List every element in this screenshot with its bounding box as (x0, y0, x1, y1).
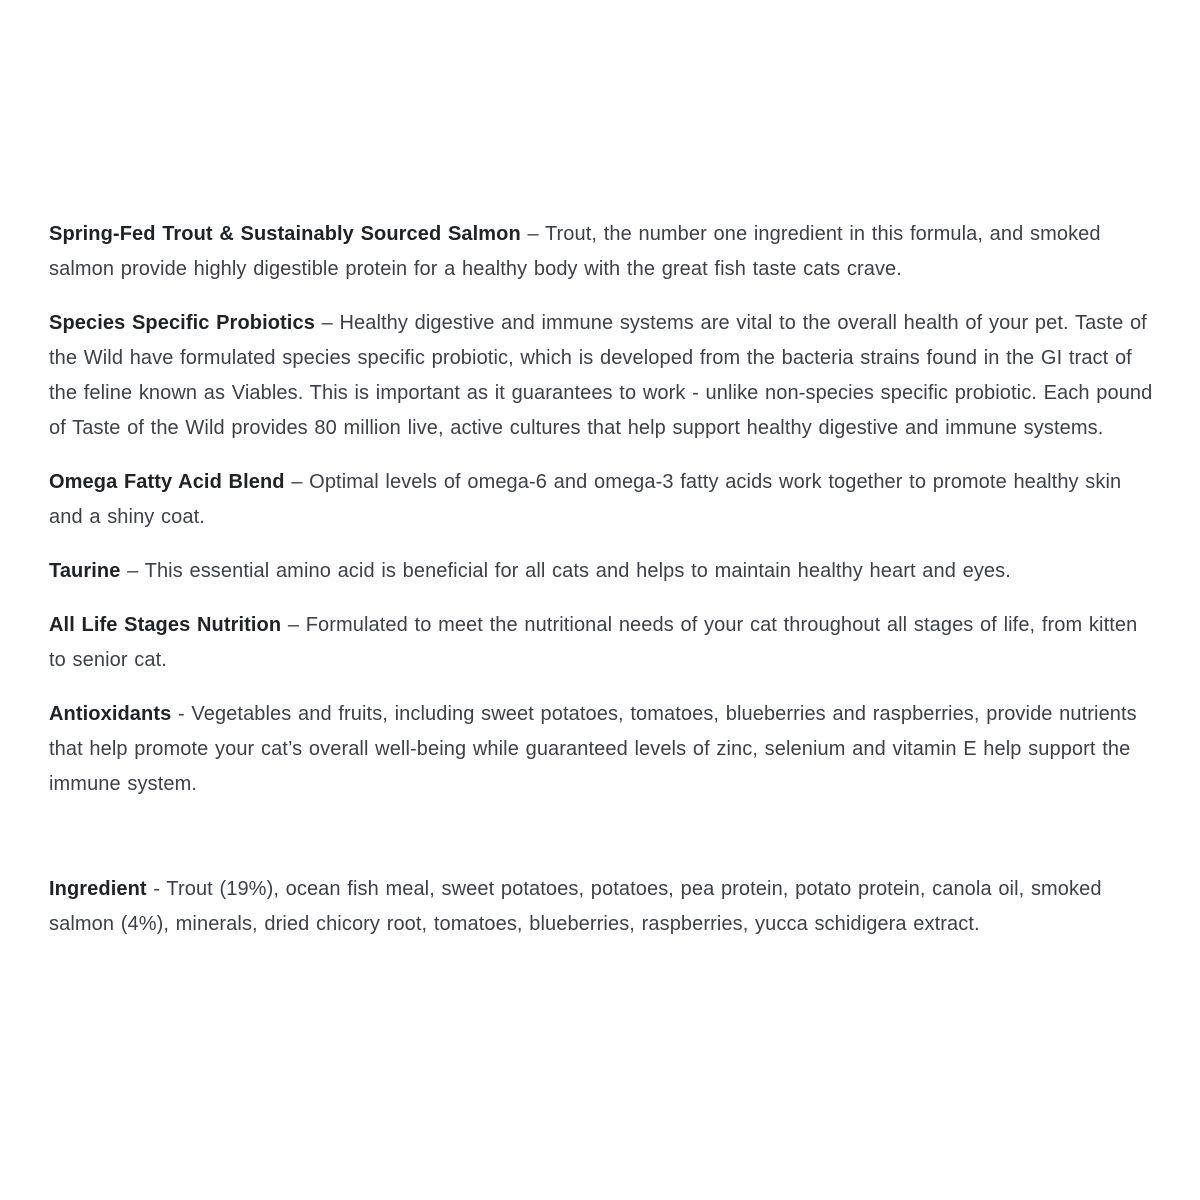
ingredients-body: - Trout (19%), ocean fish meal, sweet potatoes, potatoes, pea protein, potato protein, canola oil, smoked salmon (4%), minerals, dried chicory root, tomatoes, blueberries, raspberries, yucca schidigera extract. (49, 878, 1102, 935)
feature-title: Taurine (49, 560, 121, 582)
feature-paragraph-all-life-stages (49, 608, 1160, 678)
feature-body: – Optimal levels of omega-6 and omega-3 fatty acids work together to promote healthy skin and a shiny coat. (49, 471, 1122, 528)
feature-body: - Vegetables and fruits, including sweet potatoes, tomatoes, blueberries and raspberries, provide nutrients that help promote your cat’s overall well-being while guaranteed levels of zinc, selenium and vitamin E help support the immune system. (49, 703, 1137, 795)
feature-body: – Trout, the number one ingredient in this formula, and smoked salmon provide highly digestible protein for a healthy body with the great fish taste cats crave. (49, 223, 1101, 280)
feature-body: – This essential amino acid is beneficial for all cats and helps to maintain healthy heart and eyes. (120, 560, 1011, 582)
feature-title: All Life Stages Nutrition (49, 614, 282, 636)
ingredients-title: Ingredient (49, 878, 147, 900)
feature-body: – Formulated to meet the nutritional needs of your cat throughout all stages of life, from kitten to senior cat. (49, 614, 1138, 671)
feature-title: Antioxidants (49, 703, 172, 725)
feature-body: – Healthy digestive and immune systems are vital to the overall health of your pet. Taste of the Wild have formulated species specific probiotic, which is developed from the bacteria strains found in the GI tract of the feline known as Viables. This is important as it guarantees to work - unlike non-species specific probiotic. Each pound of Taste of the Wild provides 80 million live, active cultures that help support healthy digestive and immune systems. (49, 312, 1153, 439)
feature-paragraph-trout-salmon (49, 217, 1160, 287)
feature-paragraph-omega-fatty-acid (49, 465, 1160, 535)
feature-paragraph-antioxidants (49, 697, 1160, 802)
feature-title: Species Specific Probiotics (49, 312, 315, 334)
feature-title: Omega Fatty Acid Blend (49, 471, 285, 493)
feature-paragraph-taurine (49, 554, 1160, 589)
ingredients-paragraph (49, 872, 1160, 942)
feature-title: Spring-Fed Trout & Sustainably Sourced Salmon (49, 223, 521, 245)
feature-paragraph-probiotics (49, 306, 1160, 446)
